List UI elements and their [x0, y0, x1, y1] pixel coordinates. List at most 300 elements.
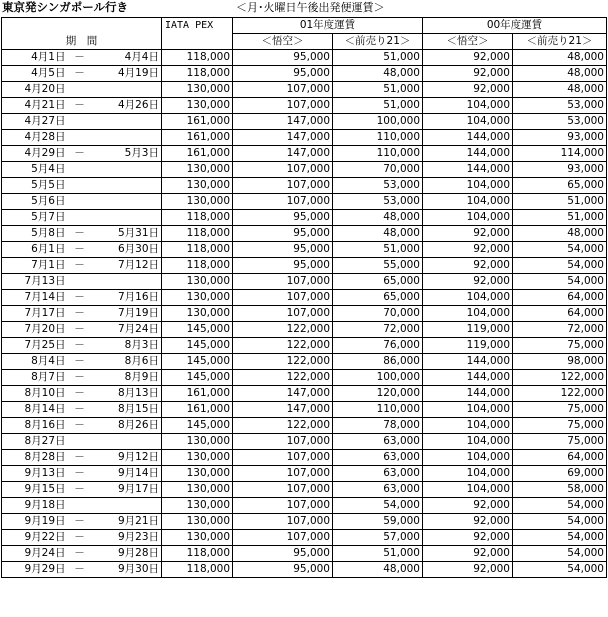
period-start: 4月20日 — [2, 82, 70, 98]
period-end — [90, 498, 162, 514]
iata-pex-fare: 161,000 — [162, 114, 233, 130]
iata-pex-fare: 130,000 — [162, 498, 233, 514]
table-row — [2, 450, 607, 466]
period-dash: － — [70, 146, 90, 162]
table-row — [2, 530, 607, 546]
fare-table — [1, 17, 607, 578]
fare-01-goku: 107,000 — [233, 162, 333, 178]
fare-00-maeuri21: 51,000 — [513, 210, 607, 226]
iata-pex-fare: 161,000 — [162, 402, 233, 418]
fare-00-goku: 144,000 — [423, 162, 513, 178]
fare-00-goku: 104,000 — [423, 418, 513, 434]
fare-00-maeuri21: 75,000 — [513, 418, 607, 434]
fare-01-goku: 122,000 — [233, 370, 333, 386]
period-end — [90, 274, 162, 290]
period-end: 7月24日 — [90, 322, 162, 338]
period-dash: － — [70, 370, 90, 386]
table-row — [2, 210, 607, 226]
period-start: 5月8日 — [2, 226, 70, 242]
fare-01-maeuri21: 65,000 — [333, 290, 423, 306]
period-start: 9月15日 — [2, 482, 70, 498]
fare-00-maeuri21: 48,000 — [513, 66, 607, 82]
period-dash: － — [70, 530, 90, 546]
header-goku-01: ＜悟空＞ — [233, 34, 333, 50]
iata-pex-fare: 130,000 — [162, 434, 233, 450]
period-end: 7月12日 — [90, 258, 162, 274]
fare-00-goku: 92,000 — [423, 498, 513, 514]
period-dash: － — [70, 226, 90, 242]
fare-00-goku: 92,000 — [423, 242, 513, 258]
period-start: 4月5日 — [2, 66, 70, 82]
header-period: 期 間 — [2, 18, 162, 50]
period-end: 6月30日 — [90, 242, 162, 258]
fare-00-goku: 92,000 — [423, 514, 513, 530]
table-row — [2, 146, 607, 162]
fare-01-maeuri21: 57,000 — [333, 530, 423, 546]
fare-00-goku: 104,000 — [423, 210, 513, 226]
iata-pex-fare: 118,000 — [162, 210, 233, 226]
fare-01-maeuri21: 48,000 — [333, 210, 423, 226]
fare-01-goku: 122,000 — [233, 354, 333, 370]
fare-00-maeuri21: 75,000 — [513, 338, 607, 354]
fare-01-maeuri21: 53,000 — [333, 194, 423, 210]
fare-00-goku: 92,000 — [423, 258, 513, 274]
period-end — [90, 434, 162, 450]
fare-00-maeuri21: 75,000 — [513, 434, 607, 450]
fare-01-maeuri21: 51,000 — [333, 98, 423, 114]
fare-00-goku: 92,000 — [423, 530, 513, 546]
iata-pex-fare: 161,000 — [162, 146, 233, 162]
iata-pex-fare: 118,000 — [162, 226, 233, 242]
fare-00-maeuri21: 64,000 — [513, 306, 607, 322]
period-start: 6月1日 — [2, 242, 70, 258]
fare-01-maeuri21: 51,000 — [333, 242, 423, 258]
table-row — [2, 546, 607, 562]
header-fare-01: 01年度運賃 — [233, 18, 423, 34]
period-dash: － — [70, 66, 90, 82]
table-row — [2, 178, 607, 194]
table-row — [2, 50, 607, 66]
period-end: 9月12日 — [90, 450, 162, 466]
iata-pex-fare: 161,000 — [162, 130, 233, 146]
fare-00-goku: 104,000 — [423, 450, 513, 466]
fare-00-goku: 144,000 — [423, 146, 513, 162]
period-end: 8月26日 — [90, 418, 162, 434]
fare-00-maeuri21: 48,000 — [513, 50, 607, 66]
table-row — [2, 498, 607, 514]
table-row — [2, 418, 607, 434]
iata-pex-fare: 130,000 — [162, 514, 233, 530]
period-start: 7月1日 — [2, 258, 70, 274]
fare-01-maeuri21: 63,000 — [333, 434, 423, 450]
table-row — [2, 338, 607, 354]
period-dash — [70, 434, 90, 450]
period-dash: － — [70, 290, 90, 306]
fare-00-goku: 104,000 — [423, 194, 513, 210]
period-start: 4月28日 — [2, 130, 70, 146]
table-row — [2, 274, 607, 290]
fare-00-goku: 119,000 — [423, 322, 513, 338]
fare-00-maeuri21: 54,000 — [513, 498, 607, 514]
period-dash: － — [70, 450, 90, 466]
fare-01-goku: 147,000 — [233, 402, 333, 418]
period-end: 5月3日 — [90, 146, 162, 162]
table-row — [2, 466, 607, 482]
fare-01-maeuri21: 110,000 — [333, 130, 423, 146]
fare-01-maeuri21: 110,000 — [333, 146, 423, 162]
period-start: 9月13日 — [2, 466, 70, 482]
fare-01-maeuri21: 55,000 — [333, 258, 423, 274]
fare-01-goku: 122,000 — [233, 338, 333, 354]
period-end: 8月6日 — [90, 354, 162, 370]
fare-00-maeuri21: 54,000 — [513, 562, 607, 578]
fare-01-maeuri21: 63,000 — [333, 482, 423, 498]
table-row — [2, 130, 607, 146]
fare-00-goku: 104,000 — [423, 482, 513, 498]
fare-01-maeuri21: 53,000 — [333, 178, 423, 194]
fare-01-maeuri21: 70,000 — [333, 162, 423, 178]
fare-01-goku: 95,000 — [233, 50, 333, 66]
period-dash — [70, 210, 90, 226]
period-start: 8月7日 — [2, 370, 70, 386]
iata-pex-fare: 118,000 — [162, 66, 233, 82]
table-row — [2, 290, 607, 306]
period-dash: － — [70, 402, 90, 418]
fare-01-goku: 147,000 — [233, 386, 333, 402]
header-row-1 — [2, 18, 607, 34]
period-dash: － — [70, 562, 90, 578]
fare-01-goku: 95,000 — [233, 258, 333, 274]
table-row — [2, 370, 607, 386]
period-start: 7月20日 — [2, 322, 70, 338]
fare-00-goku: 144,000 — [423, 354, 513, 370]
fare-00-maeuri21: 64,000 — [513, 450, 607, 466]
fare-01-goku: 107,000 — [233, 434, 333, 450]
period-start: 4月1日 — [2, 50, 70, 66]
table-row — [2, 242, 607, 258]
iata-pex-fare: 145,000 — [162, 370, 233, 386]
fare-table-body — [2, 50, 607, 578]
fare-01-goku: 107,000 — [233, 194, 333, 210]
fare-01-maeuri21: 48,000 — [333, 562, 423, 578]
iata-pex-fare: 130,000 — [162, 450, 233, 466]
fare-00-maeuri21: 114,000 — [513, 146, 607, 162]
table-row — [2, 322, 607, 338]
fare-01-maeuri21: 63,000 — [333, 450, 423, 466]
period-dash: － — [70, 466, 90, 482]
fare-00-maeuri21: 98,000 — [513, 354, 607, 370]
fare-01-goku: 122,000 — [233, 322, 333, 338]
period-dash: － — [70, 306, 90, 322]
period-end: 9月17日 — [90, 482, 162, 498]
table-row — [2, 194, 607, 210]
fare-00-goku: 104,000 — [423, 114, 513, 130]
period-end: 8月15日 — [90, 402, 162, 418]
fare-00-maeuri21: 54,000 — [513, 514, 607, 530]
fare-01-goku: 107,000 — [233, 482, 333, 498]
fare-01-goku: 122,000 — [233, 418, 333, 434]
fare-01-maeuri21: 86,000 — [333, 354, 423, 370]
fare-00-goku: 92,000 — [423, 546, 513, 562]
period-dash: － — [70, 322, 90, 338]
page-subtitle: ＜月･火曜日午後出発便運賃＞ — [236, 1, 385, 14]
iata-pex-fare: 145,000 — [162, 354, 233, 370]
table-row — [2, 82, 607, 98]
iata-pex-fare: 130,000 — [162, 274, 233, 290]
fare-00-maeuri21: 53,000 — [513, 98, 607, 114]
period-end: 4月4日 — [90, 50, 162, 66]
iata-pex-fare: 118,000 — [162, 258, 233, 274]
iata-pex-fare: 130,000 — [162, 482, 233, 498]
period-end — [90, 178, 162, 194]
iata-pex-fare: 130,000 — [162, 178, 233, 194]
fare-01-goku: 107,000 — [233, 306, 333, 322]
fare-01-goku: 107,000 — [233, 514, 333, 530]
fare-01-maeuri21: 110,000 — [333, 402, 423, 418]
period-end: 8月3日 — [90, 338, 162, 354]
table-row — [2, 98, 607, 114]
period-dash: － — [70, 98, 90, 114]
fare-01-goku: 107,000 — [233, 98, 333, 114]
fare-01-maeuri21: 65,000 — [333, 274, 423, 290]
fare-00-maeuri21: 93,000 — [513, 162, 607, 178]
period-dash: － — [70, 386, 90, 402]
period-start: 8月27日 — [2, 434, 70, 450]
fare-01-maeuri21: 48,000 — [333, 226, 423, 242]
fare-01-goku: 107,000 — [233, 178, 333, 194]
fare-01-goku: 147,000 — [233, 130, 333, 146]
period-end — [90, 194, 162, 210]
table-row — [2, 354, 607, 370]
iata-pex-fare: 130,000 — [162, 82, 233, 98]
fare-01-goku: 147,000 — [233, 114, 333, 130]
fare-00-maeuri21: 65,000 — [513, 178, 607, 194]
fare-00-goku: 92,000 — [423, 562, 513, 578]
header-goku-00: ＜悟空＞ — [423, 34, 513, 50]
fare-00-maeuri21: 54,000 — [513, 274, 607, 290]
period-dash: － — [70, 258, 90, 274]
fare-00-maeuri21: 58,000 — [513, 482, 607, 498]
fare-01-goku: 95,000 — [233, 242, 333, 258]
period-start: 8月10日 — [2, 386, 70, 402]
period-dash — [70, 194, 90, 210]
fare-00-goku: 104,000 — [423, 178, 513, 194]
fare-00-goku: 104,000 — [423, 290, 513, 306]
iata-pex-fare: 118,000 — [162, 242, 233, 258]
fare-00-maeuri21: 51,000 — [513, 194, 607, 210]
fare-01-maeuri21: 51,000 — [333, 82, 423, 98]
period-end — [90, 114, 162, 130]
period-end — [90, 130, 162, 146]
period-dash — [70, 274, 90, 290]
table-row — [2, 434, 607, 450]
period-start: 4月21日 — [2, 98, 70, 114]
period-start: 8月16日 — [2, 418, 70, 434]
fare-00-maeuri21: 54,000 — [513, 242, 607, 258]
table-row — [2, 562, 607, 578]
period-start: 9月22日 — [2, 530, 70, 546]
fare-00-maeuri21: 54,000 — [513, 530, 607, 546]
fare-01-goku: 107,000 — [233, 82, 333, 98]
fare-01-goku: 95,000 — [233, 546, 333, 562]
table-row — [2, 66, 607, 82]
period-start: 4月27日 — [2, 114, 70, 130]
header-fare-00: 00年度運賃 — [423, 18, 607, 34]
fare-01-goku: 107,000 — [233, 450, 333, 466]
table-row — [2, 258, 607, 274]
fare-00-maeuri21: 48,000 — [513, 82, 607, 98]
fare-00-goku: 92,000 — [423, 274, 513, 290]
fare-01-maeuri21: 70,000 — [333, 306, 423, 322]
table-row — [2, 162, 607, 178]
fare-00-maeuri21: 53,000 — [513, 114, 607, 130]
table-row — [2, 514, 607, 530]
fare-00-maeuri21: 54,000 — [513, 546, 607, 562]
period-start: 5月7日 — [2, 210, 70, 226]
iata-pex-fare: 145,000 — [162, 338, 233, 354]
table-row — [2, 306, 607, 322]
period-dash — [70, 114, 90, 130]
fare-01-goku: 95,000 — [233, 226, 333, 242]
fare-00-maeuri21: 93,000 — [513, 130, 607, 146]
fare-00-maeuri21: 64,000 — [513, 290, 607, 306]
fare-01-maeuri21: 59,000 — [333, 514, 423, 530]
iata-pex-fare: 130,000 — [162, 306, 233, 322]
period-dash: － — [70, 242, 90, 258]
period-dash — [70, 498, 90, 514]
fare-01-maeuri21: 76,000 — [333, 338, 423, 354]
period-start: 9月19日 — [2, 514, 70, 530]
period-start: 5月4日 — [2, 162, 70, 178]
period-end: 9月23日 — [90, 530, 162, 546]
iata-pex-fare: 130,000 — [162, 290, 233, 306]
period-dash: － — [70, 418, 90, 434]
period-start: 5月6日 — [2, 194, 70, 210]
fare-00-goku: 92,000 — [423, 226, 513, 242]
fare-00-maeuri21: 69,000 — [513, 466, 607, 482]
fare-01-maeuri21: 54,000 — [333, 498, 423, 514]
iata-pex-fare: 130,000 — [162, 162, 233, 178]
fare-01-goku: 147,000 — [233, 146, 333, 162]
fare-00-goku: 104,000 — [423, 98, 513, 114]
period-start: 9月29日 — [2, 562, 70, 578]
table-row — [2, 226, 607, 242]
period-dash — [70, 162, 90, 178]
period-start: 9月24日 — [2, 546, 70, 562]
fare-00-goku: 144,000 — [423, 370, 513, 386]
fare-01-goku: 107,000 — [233, 274, 333, 290]
table-row — [2, 386, 607, 402]
fare-01-goku: 95,000 — [233, 562, 333, 578]
period-dash — [70, 178, 90, 194]
fare-00-goku: 104,000 — [423, 306, 513, 322]
header-maeuri-01: ＜前売り21＞ — [333, 34, 423, 50]
fare-00-maeuri21: 122,000 — [513, 386, 607, 402]
period-start: 7月25日 — [2, 338, 70, 354]
iata-pex-fare: 118,000 — [162, 50, 233, 66]
fare-01-goku: 107,000 — [233, 466, 333, 482]
fare-00-goku: 92,000 — [423, 66, 513, 82]
period-start: 7月17日 — [2, 306, 70, 322]
period-end: 8月13日 — [90, 386, 162, 402]
period-end: 9月28日 — [90, 546, 162, 562]
fare-01-maeuri21: 120,000 — [333, 386, 423, 402]
fare-00-maeuri21: 54,000 — [513, 258, 607, 274]
period-dash: － — [70, 354, 90, 370]
period-end: 4月26日 — [90, 98, 162, 114]
period-end — [90, 162, 162, 178]
fare-01-goku: 95,000 — [233, 210, 333, 226]
period-end — [90, 210, 162, 226]
period-start: 9月18日 — [2, 498, 70, 514]
fare-01-maeuri21: 63,000 — [333, 466, 423, 482]
fare-00-maeuri21: 48,000 — [513, 226, 607, 242]
period-end: 5月31日 — [90, 226, 162, 242]
period-dash — [70, 82, 90, 98]
period-dash: － — [70, 482, 90, 498]
period-start: 4月29日 — [2, 146, 70, 162]
period-dash: － — [70, 50, 90, 66]
iata-pex-fare: 118,000 — [162, 562, 233, 578]
fare-00-goku: 92,000 — [423, 50, 513, 66]
period-dash: － — [70, 338, 90, 354]
header-maeuri-00: ＜前売り21＞ — [513, 34, 607, 50]
period-end: 7月19日 — [90, 306, 162, 322]
iata-pex-fare: 145,000 — [162, 418, 233, 434]
period-end: 4月19日 — [90, 66, 162, 82]
period-start: 8月14日 — [2, 402, 70, 418]
period-end — [90, 82, 162, 98]
fare-01-maeuri21: 78,000 — [333, 418, 423, 434]
iata-pex-fare: 130,000 — [162, 466, 233, 482]
period-end: 9月30日 — [90, 562, 162, 578]
period-end: 7月16日 — [90, 290, 162, 306]
fare-01-maeuri21: 100,000 — [333, 370, 423, 386]
iata-pex-fare: 130,000 — [162, 530, 233, 546]
table-row — [2, 482, 607, 498]
fare-00-goku: 104,000 — [423, 466, 513, 482]
fare-01-maeuri21: 100,000 — [333, 114, 423, 130]
fare-00-maeuri21: 75,000 — [513, 402, 607, 418]
period-end: 9月21日 — [90, 514, 162, 530]
period-start: 5月5日 — [2, 178, 70, 194]
iata-pex-fare: 145,000 — [162, 322, 233, 338]
fare-01-goku: 107,000 — [233, 290, 333, 306]
fare-00-goku: 92,000 — [423, 82, 513, 98]
fare-00-maeuri21: 72,000 — [513, 322, 607, 338]
fare-01-maeuri21: 51,000 — [333, 546, 423, 562]
fare-00-goku: 119,000 — [423, 338, 513, 354]
table-row — [2, 402, 607, 418]
fare-00-maeuri21: 122,000 — [513, 370, 607, 386]
fare-01-maeuri21: 72,000 — [333, 322, 423, 338]
fare-01-maeuri21: 51,000 — [333, 50, 423, 66]
period-dash — [70, 130, 90, 146]
iata-pex-fare: 161,000 — [162, 386, 233, 402]
page-title: 東京発シンガポール行き — [2, 0, 128, 14]
period-dash: － — [70, 514, 90, 530]
fare-00-goku: 104,000 — [423, 402, 513, 418]
period-dash: － — [70, 546, 90, 562]
iata-pex-fare: 130,000 — [162, 194, 233, 210]
period-start: 7月14日 — [2, 290, 70, 306]
iata-pex-fare: 118,000 — [162, 546, 233, 562]
period-start: 7月13日 — [2, 274, 70, 290]
table-row — [2, 114, 607, 130]
period-end: 8月9日 — [90, 370, 162, 386]
fare-00-goku: 104,000 — [423, 434, 513, 450]
fare-01-maeuri21: 48,000 — [333, 66, 423, 82]
